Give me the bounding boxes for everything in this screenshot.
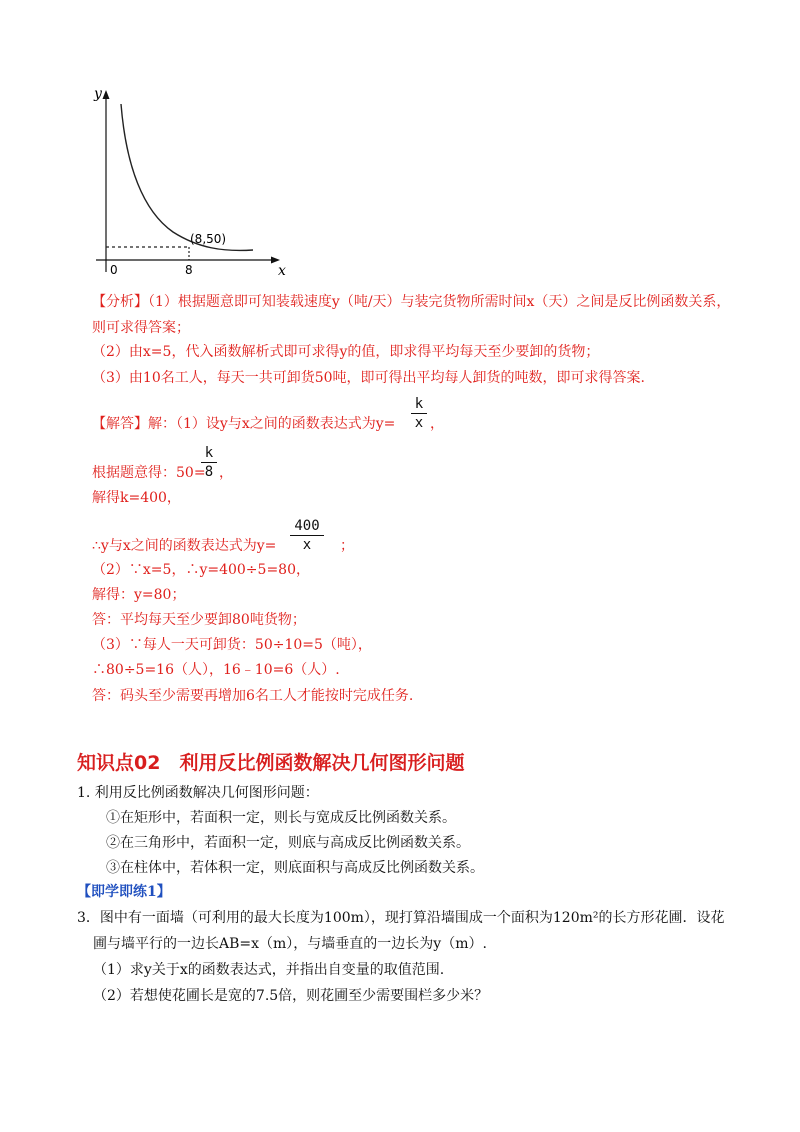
knowledge-sub-3: ③在柱体中，若体积一定，则底面积与高成反比例函数关系。 <box>106 860 484 876</box>
y-axis-label: y <box>94 86 102 102</box>
solution-line-7: 答：平均每天至少要卸80吨货物； <box>92 612 306 628</box>
x-tick-label: 8 <box>185 263 193 277</box>
knowledge-sub-1: ①在矩形中，若面积一定，则长与宽成反比例函数关系。 <box>106 810 456 826</box>
solution-tag: 【解答】 <box>92 416 148 432</box>
fraction-k-over-8 <box>201 445 217 480</box>
fraction-denominator: x <box>302 537 312 553</box>
solution-line-9: ∴80÷5=16（人），16﹣10=6（人）. <box>92 662 340 678</box>
solution-line-4: ∴y与x之间的函数表达式为y= <box>92 538 277 554</box>
practice-question-line-1: 3．图中有一面墙（可利用的最大长度为100m），现打算沿墙围成一个面积为120m²的长方形花圃．设花 <box>77 910 725 926</box>
knowledge-heading: 知识点02 利用反比例函数解决几何图形问题 <box>77 752 465 774</box>
solution-line-5: （2）∵x=5，∴y=400÷5=80， <box>92 562 310 578</box>
x-axis-label: x <box>278 263 286 279</box>
analysis-line-4: （3）由10名工人，每天一共可卸货50吨，即可得出平均每人卸货的吨数，即可求得答案. <box>92 370 645 386</box>
inverse-function-graph <box>88 86 298 282</box>
fraction-400-over-x <box>290 518 324 553</box>
analysis-line-2: 则可求得答案； <box>92 320 190 336</box>
solution-line-1 <box>92 414 395 434</box>
solution-line-2: 根据题意得：50= <box>92 465 206 481</box>
y-axis-arrow <box>103 90 110 99</box>
analysis-tag: 【分析】 <box>92 294 148 310</box>
analysis-text-1: （1）根据题意即可知装载速度y（吨/天）与装完货物所需时间x（天）之间是反比例函数关系， <box>148 294 731 310</box>
practice-tag: 【即学即练1】 <box>77 884 171 900</box>
point-label: (8,50) <box>190 232 227 246</box>
solution-line-4-end: ； <box>340 538 354 554</box>
fraction-k-over-x <box>411 396 427 431</box>
solution-text-1: 解：（1）设y与x之间的函数表达式为y= <box>148 416 396 432</box>
solution-line-6: 解得：y=80； <box>92 587 186 603</box>
analysis-line-3: （2）由x=5，代入函数解析式即可求得y的值，即求得平均每天至少要卸的货物； <box>92 344 600 360</box>
solution-line-1-end: ， <box>430 416 444 432</box>
origin-label: 0 <box>110 263 118 277</box>
practice-question-sub-1: （1）求y关于x的函数表达式，并指出自变量的取值范围. <box>93 962 445 978</box>
solution-line-8: （3）∵每人一天可卸货：50÷10=5（吨）， <box>92 637 372 653</box>
practice-question-line-2: 圃与墙平行的一边长AB=x（m），与墙垂直的一边长为y（m）. <box>93 936 487 952</box>
analysis-line-1 <box>92 292 730 312</box>
solution-line-10: 答：码头至少需要再增加6名工人才能按时完成任务. <box>92 688 414 704</box>
knowledge-item-title: 1. 利用反比例函数解决几何图形问题： <box>77 785 319 801</box>
fraction-denominator: x <box>414 415 424 431</box>
fraction-denominator: 8 <box>204 464 214 480</box>
knowledge-sub-2: ②在三角形中，若面积一定，则底与高成反比例函数关系。 <box>106 835 470 851</box>
fraction-numerator: k <box>414 396 424 412</box>
practice-question-sub-2: （2）若想使花圃长是宽的7.5倍，则花圃至少需要围栏多少米？ <box>93 988 489 1004</box>
solution-line-3: 解得k=400， <box>92 490 181 506</box>
fraction-numerator: 400 <box>294 518 320 534</box>
hyperbola-curve <box>121 104 253 250</box>
fraction-numerator: k <box>204 445 214 461</box>
solution-line-2-end: ， <box>219 465 233 481</box>
